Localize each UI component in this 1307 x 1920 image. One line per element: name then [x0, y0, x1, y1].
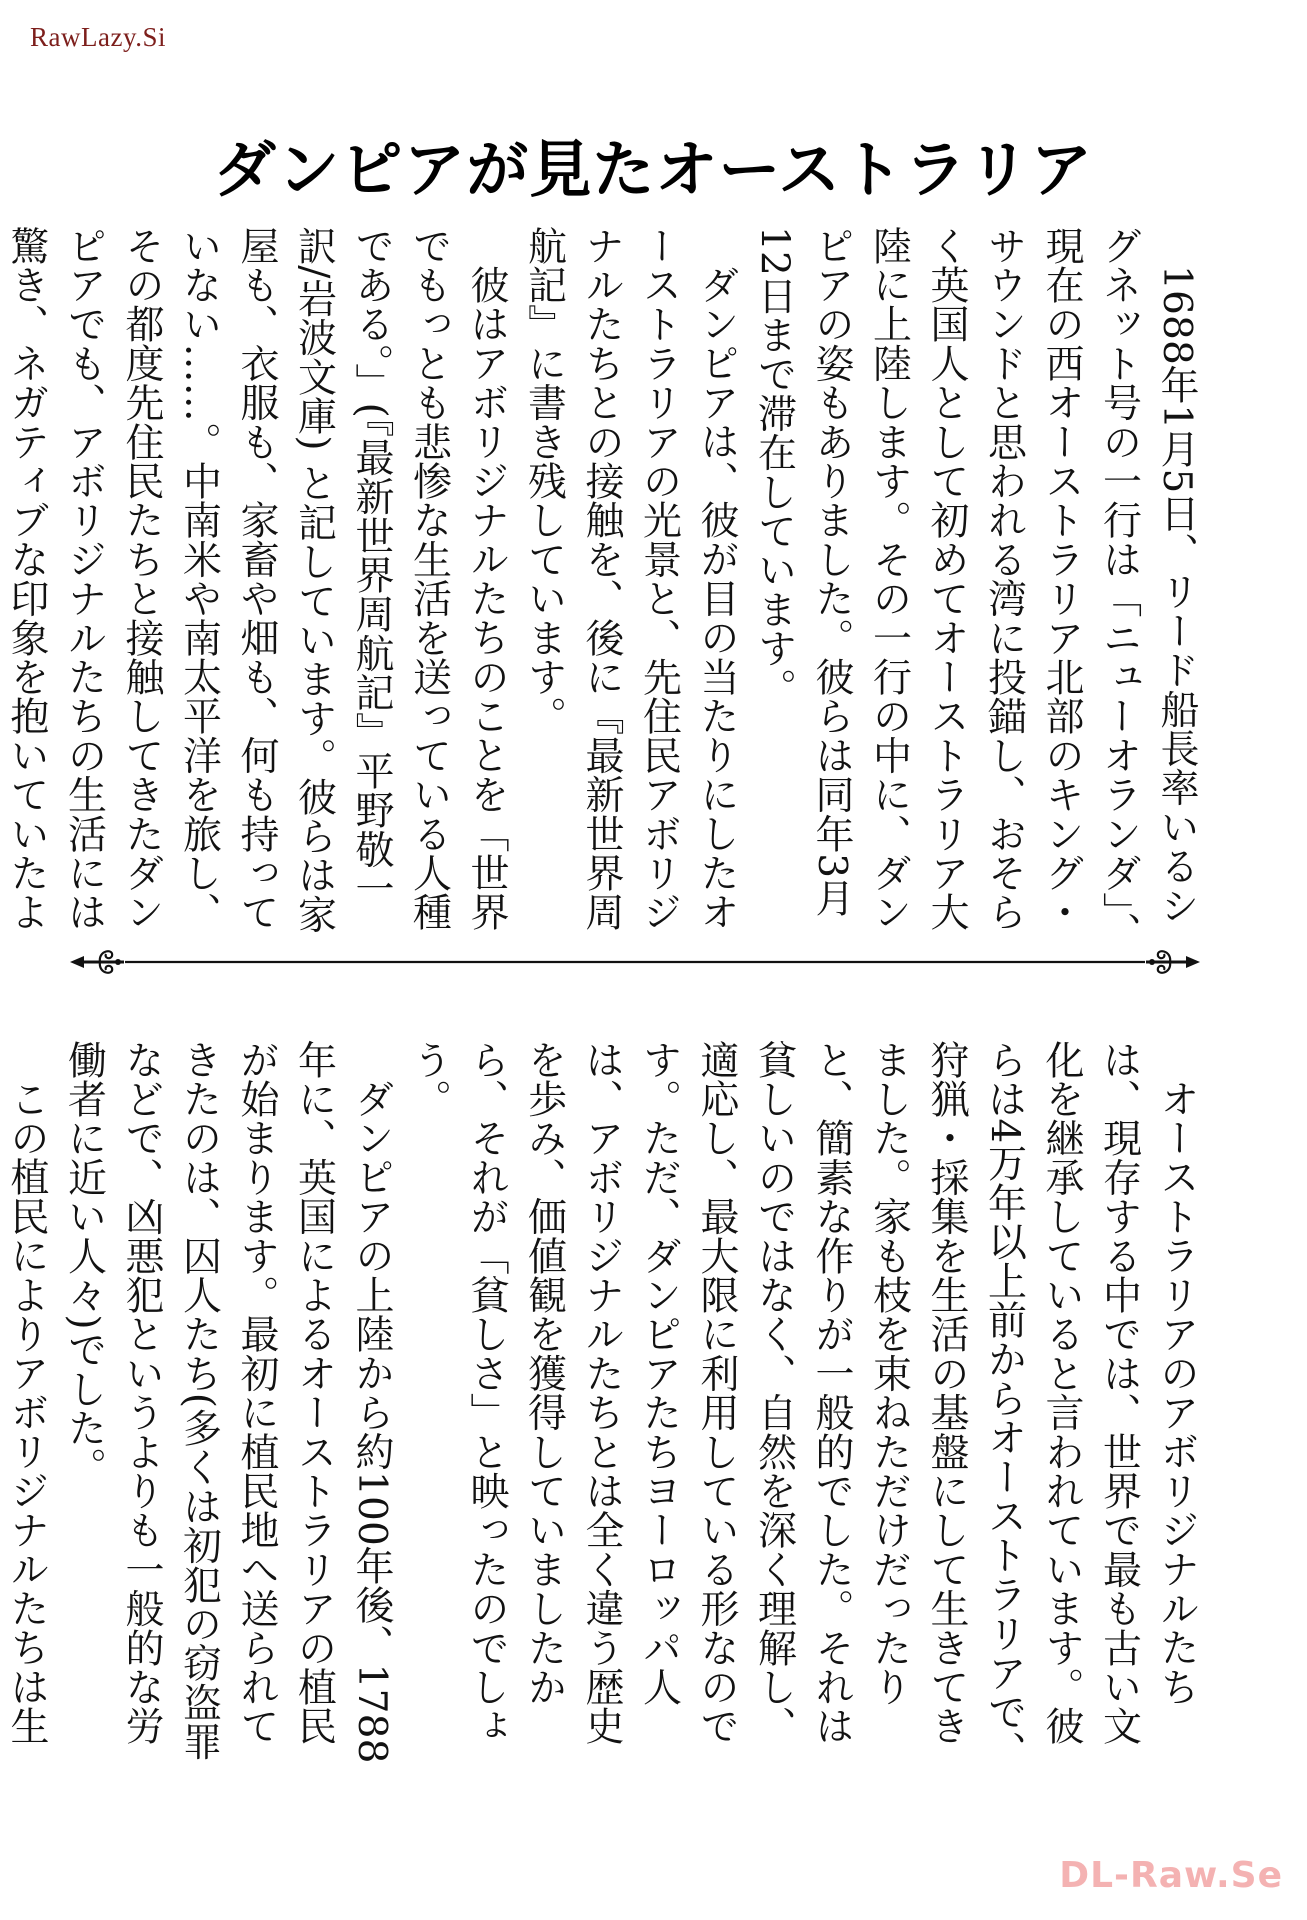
watermark-bottom: DL-Raw.Se: [1059, 1855, 1283, 1896]
flourish-left-icon: [70, 951, 124, 973]
text-section-1: [4, 226, 1205, 956]
watermark-top: RawLazy.Si: [30, 22, 166, 52]
ornamental-divider: [70, 940, 1200, 984]
paragraph: ダンピアは、彼が目の当たりにしたオーストラリアの光景と、先住民アボリジナルたちとの接触を、後に『最新世界周航記』に書き残しています。: [521, 226, 739, 932]
flourish-right-icon: [1146, 951, 1200, 973]
paragraph: ダンピアの上陸から約100年後、1788年に、英国によるオーストラリアの植民が始まります。最初に植民地へ送られてきたのは、囚人たち(多くは初犯の窃盗罪などで、凶悪犯というよりも一般的な労働者に近い人々)でした。: [61, 1040, 394, 1764]
paragraph: 1688年1月5日、リード船長率いるシグネット号の一行は「ニューオランダ」、現在の西オーストラリア北部のキング・サウンドと思われる湾に投錨し、おそらく英国人として初めてオーストラリア大陸に上陸します。その一行の中に、ダンピアの姿もありました。彼らは同年3月12日まで滞在しています。: [751, 226, 1199, 952]
paragraph: オーストラリアのアボリジナルたちは、現存する中では、世界で最も古い文化を継承していると言われています。彼らは4万年以上前からオーストラリアで、狩猟・採集を生活の基盤にして生きてきました。家も枝を束ねただけだったりと、簡素な作りが一般的でした。それは貧しいのではなく、自然を深く理解し、適応し、最大限に利用している形なのです。ただ、ダンピアたちヨーロッパ人は、アボリジナルたちとは全く違う歴史を歩み、価値観を獲得していましたから、それが「貧しさ」と映ったのでしょう。: [406, 1040, 1199, 1771]
page-title: ダンピアが見たオーストラリア: [213, 132, 1094, 206]
paragraph: 彼はアボリジナルたちのことを「世界でもっとも悲惨な生活を送っている人種である。」(『最新世界周航記』平野敬一訳/岩波文庫) と記しています。彼らは家屋も、衣服も、家畜や畑も、何も持っていない……。中南米や南太平洋を旅し、その都度先住民たちと接触してきたダンピアでも、アボリジナルたちの生活には驚き、ネガティブな印象を抱いていたよ: [4, 226, 509, 934]
paragraph: この植民によりアボリジナルたちは生: [4, 1079, 49, 1746]
text-section-2: [4, 1040, 1205, 1775]
